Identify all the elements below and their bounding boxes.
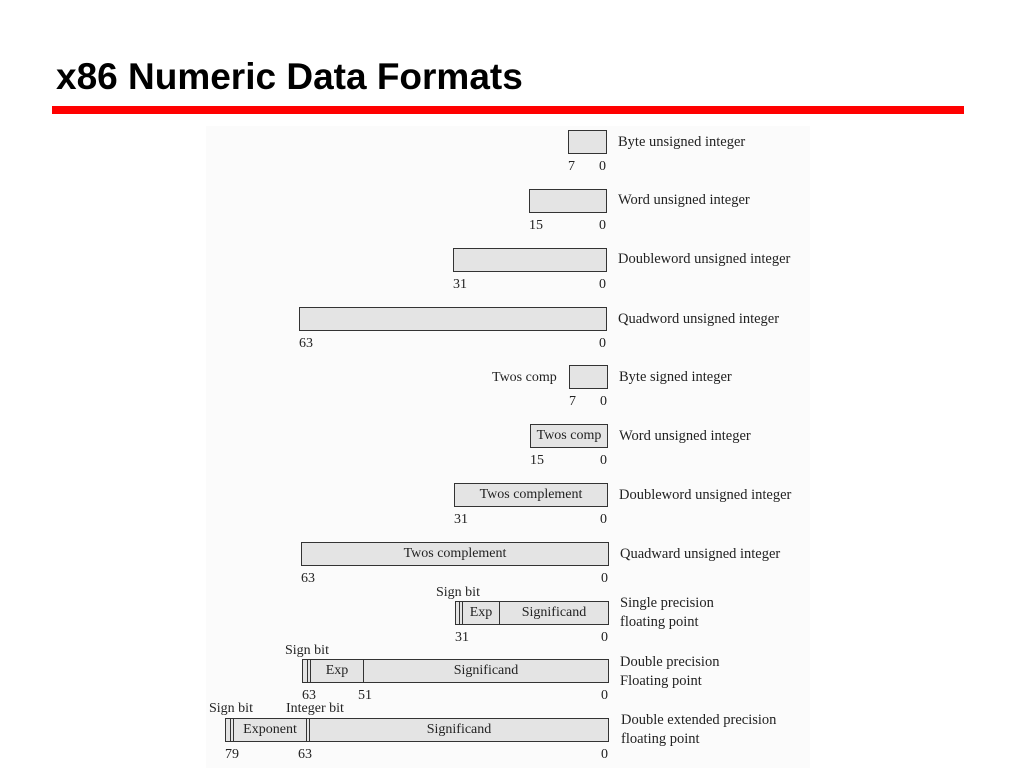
slide-title: x86 Numeric Data Formats — [56, 56, 523, 97]
sign-bit-label: Sign bit — [436, 585, 480, 600]
bit-label-lsb: 0 — [601, 747, 608, 762]
bit-label-mid: 51 — [358, 688, 372, 703]
quadword-signed-box — [301, 542, 609, 566]
quadword-unsigned-field — [300, 308, 606, 330]
exponent-field: Exp — [307, 660, 363, 682]
sign-bit-label: Sign bit — [285, 643, 329, 658]
title-underline — [52, 106, 964, 114]
bit-label-mid: 63 — [298, 747, 312, 762]
exponent-field: Exp — [459, 602, 499, 624]
doubleword-unsigned-field — [454, 249, 606, 271]
bit-label-lsb: 0 — [600, 394, 607, 409]
byte-unsigned-box — [568, 130, 607, 154]
format-description — [619, 427, 751, 446]
format-description — [618, 191, 750, 210]
bit-label-msb: 31 — [455, 630, 469, 645]
description-line: Word unsigned integer — [619, 428, 751, 444]
twos-comp-outside-label: Twos comp — [492, 370, 557, 385]
double-extended-precision-box — [225, 718, 609, 742]
twos-comp-field: Twos comp — [536, 428, 602, 443]
format-description — [619, 486, 791, 505]
sign-bit-label: Sign bit — [209, 701, 253, 716]
word-unsigned-box — [529, 189, 607, 213]
description-line: Quadward unsigned integer — [620, 546, 781, 562]
description-line: Double precision — [620, 654, 720, 670]
format-description — [618, 310, 779, 329]
bit-label-lsb: 0 — [600, 453, 607, 468]
exponent-field: Exponent — [230, 719, 306, 741]
description-line: Byte unsigned integer — [618, 134, 746, 150]
bit-label-msb: 7 — [569, 394, 576, 409]
format-description — [620, 594, 714, 632]
description-line: Floating point — [620, 673, 702, 689]
format-description — [619, 368, 732, 387]
quadword-unsigned-box — [299, 307, 607, 331]
bit-label-lsb: 0 — [599, 336, 606, 351]
description-line: floating point — [620, 614, 699, 630]
twos-complement-field: Twos complement — [479, 487, 583, 502]
bit-label-msb: 7 — [568, 159, 575, 174]
bit-label-msb: 63 — [302, 688, 316, 703]
format-description — [621, 711, 776, 749]
description-line: Word unsigned integer — [618, 192, 750, 208]
format-description — [618, 133, 745, 152]
description-line: Quadword unsigned integer — [618, 311, 780, 327]
byte-signed-field — [570, 366, 607, 388]
significand-field: Significand — [363, 660, 608, 682]
bit-label-msb: 79 — [225, 747, 239, 762]
format-description — [620, 545, 780, 564]
bit-label-lsb: 0 — [599, 159, 606, 174]
single-precision-box — [455, 601, 609, 625]
description-line: Double extended precision — [621, 712, 777, 728]
bit-label-msb: 63 — [301, 571, 315, 586]
bit-label-lsb: 0 — [599, 277, 606, 292]
byte-signed-box — [569, 365, 608, 389]
bit-label-lsb: 0 — [601, 571, 608, 586]
description-line: Single precision — [620, 595, 714, 611]
doubleword-signed-box — [454, 483, 608, 507]
integer-bit-label: Integer bit — [286, 701, 344, 716]
significand-field: Significand — [499, 602, 608, 624]
significand-field: Significand — [306, 719, 608, 741]
bit-label-lsb: 0 — [601, 688, 608, 703]
format-description — [620, 653, 719, 691]
description-line: floating point — [621, 731, 700, 747]
word-unsigned-field — [530, 190, 606, 212]
description-line: Doubleword unsigned integer — [618, 251, 791, 267]
bit-label-lsb: 0 — [599, 218, 606, 233]
description-line: Byte signed integer — [619, 369, 732, 385]
bit-label-msb: 31 — [454, 512, 468, 527]
bit-label-msb: 15 — [529, 218, 543, 233]
twos-complement-field: Twos complement — [403, 546, 507, 561]
bit-label-msb: 63 — [299, 336, 313, 351]
double-precision-box — [302, 659, 609, 683]
bit-label-msb: 31 — [453, 277, 467, 292]
byte-unsigned-field — [569, 131, 606, 153]
data-format-diagram — [206, 126, 810, 768]
doubleword-unsigned-box — [453, 248, 607, 272]
bit-label-lsb: 0 — [600, 512, 607, 527]
description-line: Doubleword unsigned integer — [619, 487, 792, 503]
word-signed-box — [530, 424, 608, 448]
bit-label-msb: 15 — [530, 453, 544, 468]
format-description — [618, 250, 790, 269]
bit-label-lsb: 0 — [601, 630, 608, 645]
